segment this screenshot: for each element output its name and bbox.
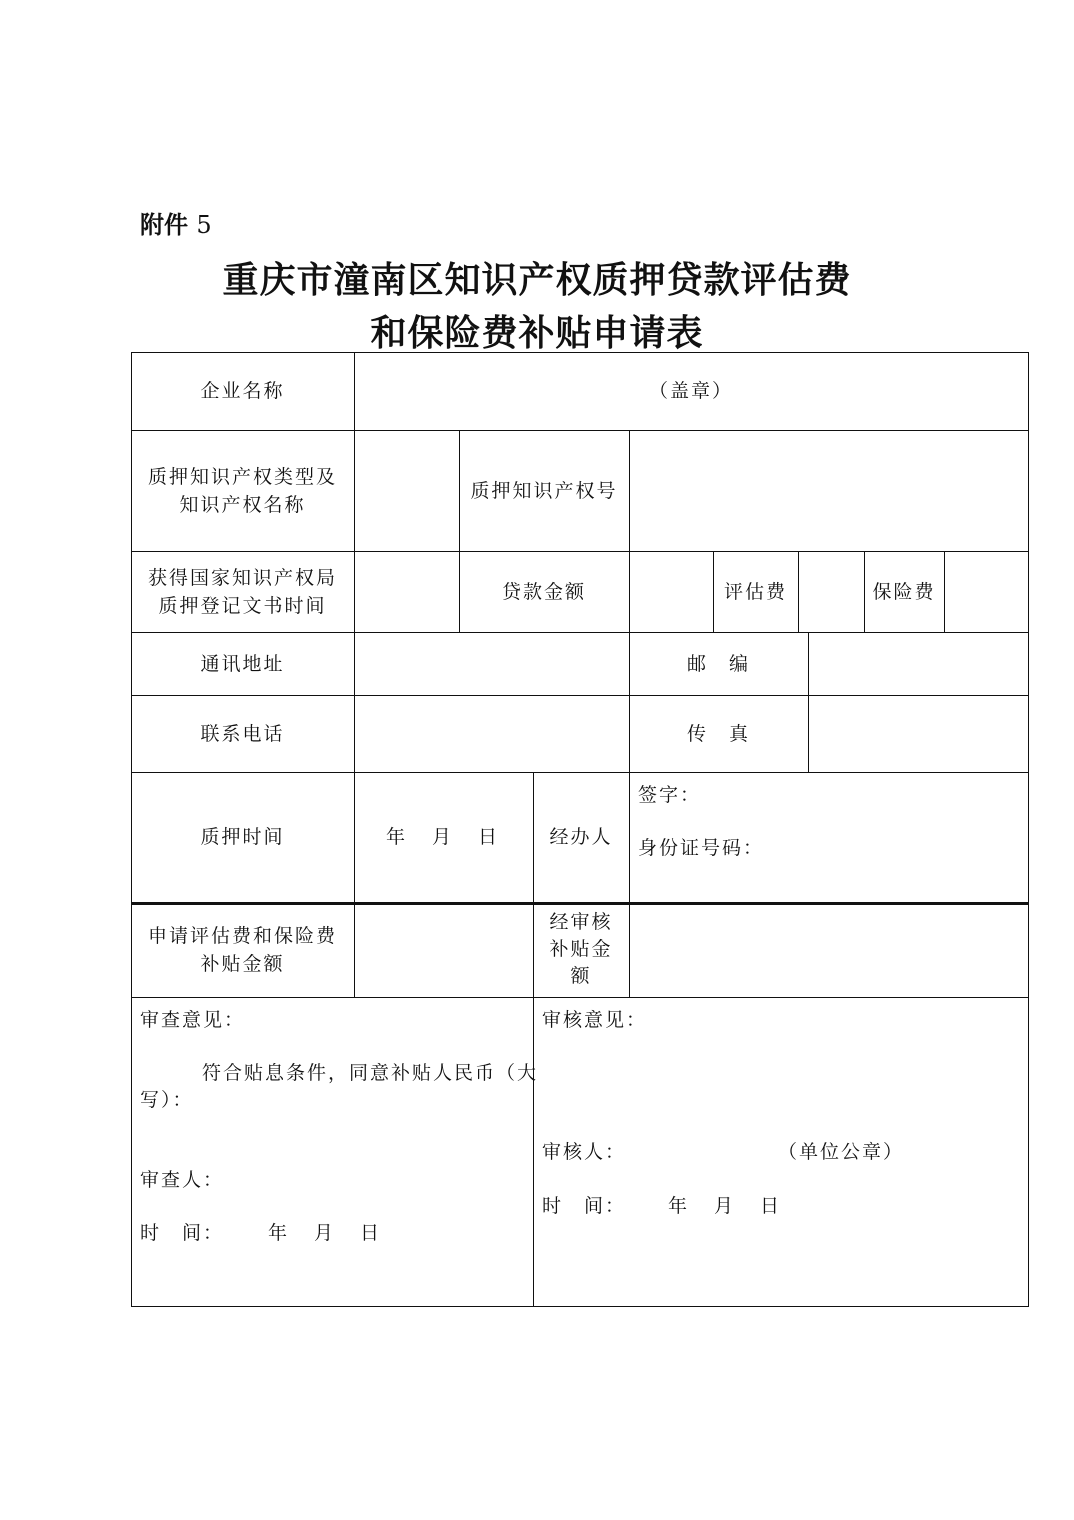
assessment-fee-label: 评估费 [723, 580, 787, 603]
table-border-bottom [131, 1306, 1029, 1307]
apply-amount-field[interactable] [354, 902, 533, 997]
row-divider [131, 997, 1029, 998]
ip-number-field[interactable] [629, 430, 1028, 551]
pledge-date-field[interactable]: 年 月 日 [385, 826, 501, 848]
reviewer-signature-field[interactable]: 审查人： [140, 1169, 225, 1191]
loan-amount-field[interactable] [629, 551, 713, 632]
registration-time-field[interactable] [354, 551, 459, 632]
insurance-fee-label: 保险费 [872, 580, 936, 603]
approved-amount-field[interactable] [629, 902, 1028, 997]
signature-field[interactable]: 签字： [638, 784, 702, 806]
registration-time-label-line2: 质押登记文书时间 [158, 594, 327, 617]
approved-amount-label-line3: 额 [570, 965, 592, 987]
form-title-line1: 重庆市潼南区知识产权质押贷款评估费 [222, 259, 852, 301]
review-opinion-label: 审查意见： [140, 1009, 246, 1031]
apply-amount-label [131, 902, 354, 997]
form-title-line2: 和保险费补贴申请表 [370, 312, 704, 354]
assessment-fee-field[interactable] [798, 551, 864, 632]
review-time-label: 时 间： [140, 1222, 225, 1244]
ip-type-label [131, 430, 354, 551]
pledge-time-label: 质押时间 [200, 826, 285, 848]
ip-type-label-line1: 质押知识产权类型及 [147, 465, 337, 488]
company-name-label: 企业名称 [200, 380, 285, 402]
ip-number-label: 质押知识产权号 [470, 479, 618, 502]
table-border-right [1028, 352, 1029, 1307]
audit-seal-note: （单位公章） [778, 1141, 905, 1163]
auditor-signature-field[interactable]: 审核人： [542, 1141, 627, 1163]
apply-amount-label-line2: 补贴金额 [200, 952, 285, 975]
approved-amount-label [533, 902, 629, 997]
loan-amount-label: 贷款金额 [501, 580, 586, 603]
postcode-label: 邮 编 [686, 652, 750, 675]
audit-date-field[interactable]: 年 月 日 [668, 1195, 784, 1217]
approved-amount-label-line2: 补贴金 [549, 938, 613, 960]
company-seal-field[interactable]: （盖章） [648, 380, 733, 402]
review-statement-line2: 写）： [140, 1089, 194, 1111]
handler-label: 经办人 [549, 826, 613, 848]
fax-label: 传 真 [686, 722, 750, 745]
phone-field[interactable] [354, 695, 629, 772]
review-statement-line1: 符合贴息条件，同意补贴人民币（大 [202, 1062, 539, 1084]
fax-field[interactable] [808, 695, 1028, 772]
registration-time-label-line1: 获得国家知识产权局 [147, 566, 337, 589]
review-date-field[interactable]: 年 月 日 [268, 1222, 384, 1244]
postcode-field[interactable] [808, 632, 1028, 695]
apply-amount-label-line1: 申请评估费和保险费 [147, 924, 337, 947]
address-label: 通讯地址 [200, 652, 285, 675]
registration-time-label [131, 551, 354, 632]
address-field[interactable] [354, 632, 629, 695]
attachment-text: 附件 [140, 210, 188, 239]
phone-label: 联系电话 [200, 722, 285, 745]
col-divider [533, 997, 534, 1306]
attachment-number: 5 [196, 211, 212, 239]
insurance-fee-field[interactable] [944, 551, 1028, 632]
id-number-field[interactable]: 身份证号码： [638, 837, 765, 859]
audit-time-label: 时 间： [542, 1195, 627, 1217]
ip-type-label-line2: 知识产权名称 [179, 493, 306, 516]
approved-amount-label-line1: 经审核 [549, 911, 613, 933]
audit-opinion-label: 审核意见： [542, 1009, 648, 1031]
attachment-label [140, 205, 212, 240]
ip-type-field[interactable] [354, 430, 459, 551]
